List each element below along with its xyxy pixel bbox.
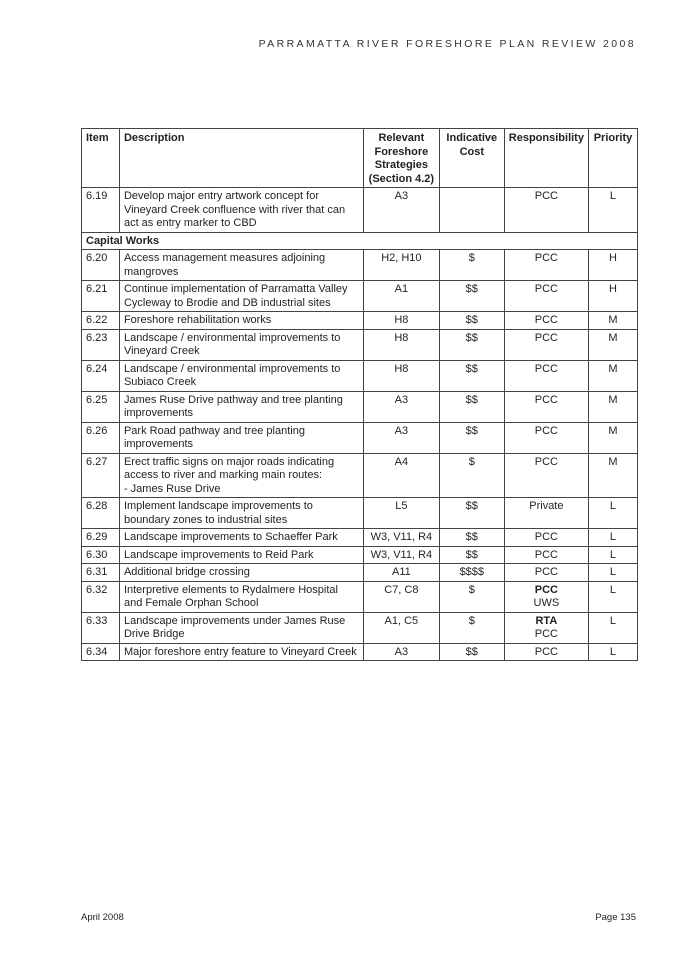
strategies-cell: H8 (363, 312, 439, 330)
table-row (82, 360, 638, 391)
item-number: 6.20 (82, 250, 120, 281)
priority-cell: L (588, 564, 637, 582)
table-row (82, 312, 638, 330)
description-text: Landscape improvements to Schaeffer Park (123, 531, 338, 543)
item-number: 6.27 (82, 453, 120, 498)
description-cell (119, 360, 363, 391)
responsibility-cell (504, 329, 588, 360)
footer-date: April 2008 (81, 912, 124, 923)
priority-cell: L (588, 546, 637, 564)
responsibility-value: PCC (534, 548, 558, 561)
priority-cell: M (588, 453, 637, 498)
responsibility-value: PCC (534, 645, 558, 658)
item-number: 6.30 (82, 546, 120, 564)
table-row (82, 546, 638, 564)
responsibility-value: PCC (534, 393, 558, 406)
responsibility-cell (504, 529, 588, 547)
footer-page-number: Page 135 (595, 912, 636, 923)
responsibility-value: PCC (534, 583, 558, 596)
table-body (82, 188, 638, 661)
cost-cell: $$ (439, 281, 504, 312)
item-number: 6.22 (82, 312, 120, 330)
item-number: 6.24 (82, 360, 120, 391)
priority-cell: M (588, 329, 637, 360)
item-number: 6.29 (82, 529, 120, 547)
description-cell (119, 329, 363, 360)
cost-cell: $$ (439, 312, 504, 330)
responsibility-cell (504, 360, 588, 391)
priority-cell: M (588, 312, 637, 330)
strategies-cell: H8 (363, 329, 439, 360)
strategies-cell: W3, V11, R4 (363, 529, 439, 547)
description-text: Landscape improvements under James Ruse Drive Bridge (123, 614, 346, 640)
strategies-cell: W3, V11, R4 (363, 546, 439, 564)
responsibility-cell (504, 643, 588, 661)
column-header: Item (82, 129, 120, 188)
responsibility-value: PCC (534, 314, 558, 326)
table-row (82, 498, 638, 529)
strategies-cell: C7, C8 (363, 581, 439, 612)
strategies-cell: H2, H10 (363, 250, 439, 281)
description-cell (119, 312, 363, 330)
strategies-cell: A3 (363, 643, 439, 661)
cost-cell: $$ (439, 546, 504, 564)
priority-cell: M (588, 422, 637, 453)
responsibility-cell (504, 250, 588, 281)
cost-cell: $$$$ (439, 564, 504, 582)
responsibility-cell (504, 612, 588, 643)
cost-cell (439, 188, 504, 233)
priority-cell: L (588, 188, 637, 233)
table-row (82, 250, 638, 281)
description-text: Major foreshore entry feature to Vineyard Creek (123, 645, 357, 658)
responsibility-value: PCC (534, 252, 558, 264)
section-row (82, 232, 638, 250)
description-cell (119, 188, 363, 233)
responsibility-value: PCC (534, 628, 558, 640)
strategies-cell: A4 (363, 453, 439, 498)
responsibility-value: Private (529, 500, 564, 512)
responsibility-cell (504, 453, 588, 498)
item-number: 6.28 (82, 498, 120, 529)
description-bullet: - James Ruse Drive (123, 482, 221, 495)
item-number: 6.26 (82, 422, 120, 453)
priority-cell: M (588, 360, 637, 391)
responsibility-value: PCC (534, 455, 558, 468)
strategies-cell: H8 (363, 360, 439, 391)
table-row (82, 422, 638, 453)
column-header: Description (119, 129, 363, 188)
strategies-cell: L5 (363, 498, 439, 529)
responsibility-value: PCC (534, 331, 558, 344)
priority-cell: L (588, 498, 637, 529)
description-text: Landscape improvements to Reid Park (123, 548, 314, 561)
description-text: Implement landscape improvements to boundary zones to industrial sites (123, 500, 313, 526)
action-plan-table (81, 128, 638, 661)
item-number: 6.31 (82, 564, 120, 582)
description-text: Develop major entry artwork concept for Vineyard Creek confluence with river that can act as entry marker to CBD (123, 190, 346, 229)
table-row (82, 643, 638, 661)
strategies-cell: A3 (363, 391, 439, 422)
table-row (82, 188, 638, 233)
description-text: Additional bridge crossing (123, 566, 250, 578)
description-cell (119, 250, 363, 281)
description-cell (119, 281, 363, 312)
responsibility-value: PCC (534, 190, 558, 202)
cost-cell: $$ (439, 498, 504, 529)
item-number: 6.32 (82, 581, 120, 612)
description-text: Landscape / environmental improvements to Vineyard Creek (123, 331, 341, 357)
priority-cell: H (588, 281, 637, 312)
responsibility-value: PCC (534, 531, 558, 543)
description-text: James Ruse Drive pathway and tree planting improvements (123, 393, 343, 419)
description-text: Foreshore rehabilitation works (123, 314, 272, 326)
priority-cell: L (588, 643, 637, 661)
cost-cell: $$ (439, 360, 504, 391)
item-number: 6.21 (82, 281, 120, 312)
description-cell (119, 498, 363, 529)
priority-cell: L (588, 529, 637, 547)
cost-cell: $$ (439, 422, 504, 453)
responsibility-cell (504, 281, 588, 312)
description-text: Interpretive elements to Rydalmere Hospital and Female Orphan School (123, 583, 338, 609)
responsibility-cell (504, 422, 588, 453)
description-text: Park Road pathway and tree planting improvements (123, 424, 305, 450)
table-row (82, 564, 638, 582)
cost-cell: $ (439, 581, 504, 612)
column-header: Responsibility (504, 129, 588, 188)
item-number: 6.34 (82, 643, 120, 661)
cost-cell: $ (439, 250, 504, 281)
cost-cell: $$ (439, 391, 504, 422)
strategies-cell: A3 (363, 188, 439, 233)
description-text: Continue implementation of Parramatta Valley Cycleway to Brodie and DB industrial sites (123, 283, 348, 309)
description-cell (119, 643, 363, 661)
strategies-cell: A1, C5 (363, 612, 439, 643)
cost-cell: $ (439, 612, 504, 643)
table-row (82, 529, 638, 547)
description-text: Erect traffic signs on major roads indicating access to river and marking main routes: (123, 455, 335, 481)
responsibility-value: RTA (535, 614, 558, 627)
table-row (82, 391, 638, 422)
column-header: Relevant Foreshore Strategies (Section 4.2) (363, 129, 439, 188)
responsibility-value: PCC (534, 283, 558, 295)
table-row (82, 612, 638, 643)
responsibility-value: PCC (534, 566, 558, 578)
column-header: Priority (588, 129, 637, 188)
description-text: Landscape / environmental improvements to Subiaco Creek (123, 362, 341, 388)
priority-cell: L (588, 612, 637, 643)
responsibility-value: UWS (533, 597, 560, 609)
description-cell (119, 581, 363, 612)
description-cell (119, 612, 363, 643)
item-number: 6.25 (82, 391, 120, 422)
table-row (82, 329, 638, 360)
responsibility-cell (504, 312, 588, 330)
item-number: 6.19 (82, 188, 120, 233)
priority-cell: L (588, 581, 637, 612)
cost-cell: $$ (439, 643, 504, 661)
section-heading: Capital Works (82, 232, 638, 250)
running-header: PARRAMATTA RIVER FORESHORE PLAN REVIEW 2008 (258, 38, 636, 50)
responsibility-cell (504, 564, 588, 582)
strategies-cell: A1 (363, 281, 439, 312)
strategies-cell: A11 (363, 564, 439, 582)
table-row (82, 581, 638, 612)
priority-cell: H (588, 250, 637, 281)
description-cell (119, 529, 363, 547)
responsibility-cell (504, 391, 588, 422)
description-cell (119, 546, 363, 564)
responsibility-cell (504, 188, 588, 233)
description-cell (119, 564, 363, 582)
strategies-cell: A3 (363, 422, 439, 453)
column-header: Indicative Cost (439, 129, 504, 188)
responsibility-cell (504, 581, 588, 612)
description-cell (119, 453, 363, 498)
responsibility-cell (504, 498, 588, 529)
responsibility-cell (504, 546, 588, 564)
cost-cell: $$ (439, 329, 504, 360)
description-cell (119, 391, 363, 422)
table-row (82, 281, 638, 312)
table-header-row (82, 129, 638, 188)
priority-cell: M (588, 391, 637, 422)
item-number: 6.23 (82, 329, 120, 360)
item-number: 6.33 (82, 612, 120, 643)
cost-cell: $$ (439, 529, 504, 547)
responsibility-value: PCC (534, 362, 558, 375)
table-row (82, 453, 638, 498)
description-text: Access management measures adjoining mangroves (123, 252, 326, 278)
description-cell (119, 422, 363, 453)
cost-cell: $ (439, 453, 504, 498)
responsibility-value: PCC (534, 424, 558, 437)
